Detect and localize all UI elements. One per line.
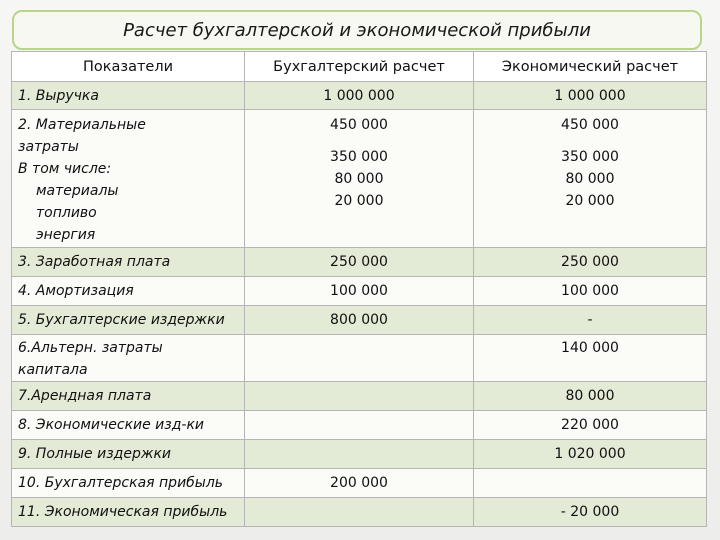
row-label [12,335,245,382]
value-line: 20 000 [334,193,384,209]
accounting-value [245,110,474,248]
label-line: топливо [36,205,97,221]
row-label: 9. Полные издержки [12,440,245,469]
slide-title: Расчет бухгалтерской и экономической прибыли [12,10,702,50]
row-label: 1. Выручка [12,82,245,110]
profit-table [11,51,707,527]
label-line: затраты [18,139,79,155]
table-row [12,277,707,306]
table-row [12,440,707,469]
row-label: 5. Бухгалтерские издержки [12,306,245,335]
row-label: 10. Бухгалтерская прибыль [12,469,245,498]
economic-value: 1 020 000 [474,440,707,469]
table-row [12,110,707,248]
row-label: 4. Амортизация [12,277,245,306]
header-accounting: Бухгалтерский расчет [245,52,474,82]
table-row [12,82,707,110]
label-line: материалы [36,183,119,199]
economic-value: 220 000 [474,411,707,440]
table-row [12,335,707,382]
accounting-value: 100 000 [245,277,474,306]
table-row [12,411,707,440]
economic-value: 250 000 [474,248,707,277]
accounting-value: 1 000 000 [245,82,474,110]
value-line: 20 000 [565,193,615,209]
label-line: энергия [36,227,96,243]
row-label: 7.Арендная плата [12,382,245,411]
label-line: В том числе: [18,161,112,177]
accounting-value [245,335,474,382]
accounting-value: 250 000 [245,248,474,277]
row-label [12,110,245,248]
row-label: 3. Заработная плата [12,248,245,277]
accounting-value [245,440,474,469]
value-line: 350 000 [561,149,619,165]
table-row [12,248,707,277]
value-line: 80 000 [565,171,615,187]
header-economic: Экономический расчет [474,52,707,82]
table-row [12,469,707,498]
row-label: 8. Экономические изд-ки [12,411,245,440]
value-line: 80 000 [334,171,384,187]
economic-value: 100 000 [474,277,707,306]
economic-value: - 20 000 [474,498,707,527]
row-label: 11. Экономическая прибыль [12,498,245,527]
header-indicators: Показатели [12,52,245,82]
table-row [12,382,707,411]
table-row [12,306,707,335]
economic-value [474,110,707,248]
accounting-value [245,498,474,527]
value-line: 450 000 [561,117,619,133]
accounting-value [245,411,474,440]
economic-value: 1 000 000 [474,82,707,110]
economic-value: - [474,306,707,335]
label-line: капитала [18,362,88,378]
table-row [12,498,707,527]
economic-value: 80 000 [474,382,707,411]
economic-value: 140 000 [474,335,707,382]
table-header-row [12,52,707,82]
accounting-value: 200 000 [245,469,474,498]
label-line: 2. Материальные [18,117,146,133]
accounting-value [245,382,474,411]
value-line: 350 000 [330,149,388,165]
label-line: 6.Альтерн. затраты [18,340,163,356]
economic-value [474,469,707,498]
value-line: 450 000 [330,117,388,133]
accounting-value: 800 000 [245,306,474,335]
